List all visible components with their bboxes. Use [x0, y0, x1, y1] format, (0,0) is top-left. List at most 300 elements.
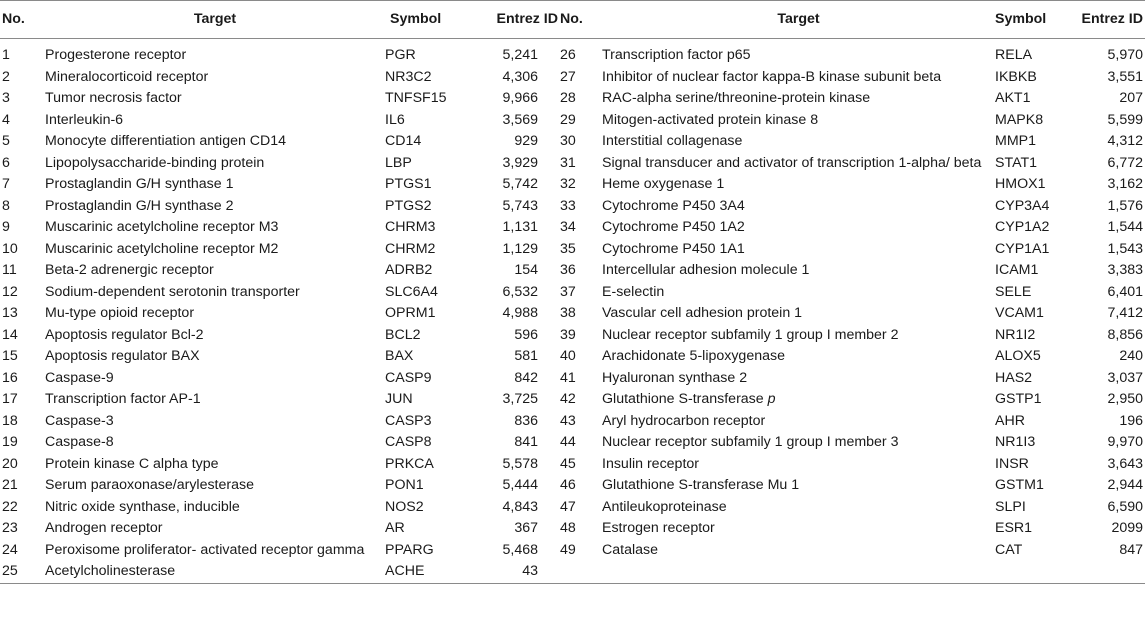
cell-symbol-text: NOS2 — [385, 498, 424, 515]
cell-entrez-id-text: 2,944 — [1107, 477, 1143, 493]
cell-entrez-id-text: 581 — [514, 348, 538, 364]
cell-target — [45, 153, 385, 175]
cell-no — [560, 67, 602, 89]
cell-target — [45, 454, 385, 476]
cell-symbol-text: ALOX5 — [995, 348, 1041, 364]
cell-symbol — [385, 389, 465, 411]
cell-target — [602, 411, 995, 433]
cell-entrez-id — [1066, 67, 1145, 89]
cell-symbol — [995, 540, 1066, 562]
cell-target-text: Transcription factor AP-1 — [45, 391, 201, 407]
cell-symbol — [995, 368, 1066, 390]
cell-no-text: 1 — [2, 47, 10, 63]
cell-symbol-text: SLPI — [995, 498, 1026, 515]
cell-entrez-id-text: 7,412 — [1107, 305, 1143, 321]
cell-no — [0, 561, 45, 583]
cell-target — [45, 174, 385, 196]
cell-no — [560, 88, 602, 110]
header-target: Target — [45, 1, 385, 39]
cell-target — [45, 217, 385, 239]
cell-symbol — [995, 196, 1066, 218]
cell-target-text: Muscarinic acetylcholine receptor M2 — [45, 240, 279, 257]
cell-target-text: Nitric oxide synthase, inducible — [45, 498, 240, 515]
cell-entrez-id-text: 2,950 — [1107, 391, 1143, 407]
table-row — [0, 39, 1145, 67]
cell-entrez-id — [465, 561, 560, 583]
cell-symbol — [385, 174, 465, 196]
table-row — [0, 411, 1145, 433]
cell-no-text: 35 — [560, 240, 576, 257]
cell-symbol-text: AR — [385, 520, 405, 536]
cell-symbol-text: CYP1A1 — [995, 240, 1050, 257]
cell-entrez-id-text: 2099 — [1111, 520, 1143, 536]
cell-no — [0, 217, 45, 239]
cell-target-text: Cytochrome P450 3A4 — [602, 197, 745, 214]
cell-no-text: 13 — [2, 305, 18, 321]
cell-target-text: Insulin receptor — [602, 455, 699, 472]
cell-symbol-text: SELE — [995, 283, 1032, 300]
cell-no-text: 33 — [560, 197, 576, 214]
cell-target-text: Interleukin-6 — [45, 111, 124, 128]
cell-entrez-id-text: 9,970 — [1107, 434, 1143, 450]
cell-no — [0, 540, 45, 562]
cell-entrez-id-text: 596 — [514, 326, 538, 343]
cell-no-text: 31 — [560, 154, 576, 171]
cell-target — [45, 131, 385, 153]
cell-entrez-id-text: 6,401 — [1107, 283, 1143, 300]
cell-no-text: 40 — [560, 348, 576, 364]
cell-target-text: RAC-alpha serine/threonine-protein kinase — [602, 90, 871, 106]
cell-symbol — [385, 260, 465, 282]
cell-no-text: 30 — [560, 133, 576, 149]
cell-no — [560, 110, 602, 132]
cell-no-text: 34 — [560, 219, 576, 235]
table-row — [0, 260, 1145, 282]
cell-entrez-id — [1066, 518, 1145, 540]
cell-no — [0, 497, 45, 519]
cell-symbol — [995, 153, 1066, 175]
cell-no-text: 5 — [2, 133, 10, 149]
cell-entrez-id — [465, 540, 560, 562]
cell-no — [0, 411, 45, 433]
cell-target-text: Androgen receptor — [45, 520, 163, 536]
cell-no-text: 49 — [560, 541, 576, 558]
cell-symbol-text: IKBKB — [995, 68, 1037, 85]
table-row — [0, 454, 1145, 476]
cell-entrez-id — [1066, 454, 1145, 476]
cell-symbol-text: INSR — [995, 455, 1029, 472]
cell-no — [0, 346, 45, 368]
cell-no — [560, 131, 602, 153]
cell-target — [45, 88, 385, 110]
cell-symbol-text: CHRM2 — [385, 240, 436, 257]
cell-symbol — [995, 518, 1066, 540]
cell-target-text: Hyaluronan synthase 2 — [602, 369, 748, 386]
cell-no — [560, 475, 602, 497]
cell-target-text: Acetylcholinesterase — [45, 563, 176, 579]
cell-no — [560, 368, 602, 390]
table-row — [0, 217, 1145, 239]
cell-no-text: 4 — [2, 111, 10, 128]
table-row — [0, 131, 1145, 153]
cell-entrez-id — [465, 368, 560, 390]
table-row — [0, 153, 1145, 175]
cell-entrez-id-text: 3,569 — [502, 111, 538, 128]
cell-target — [45, 561, 385, 583]
cell-entrez-id — [1066, 239, 1145, 261]
cell-symbol-text: OPRM1 — [385, 305, 436, 321]
cell-no — [0, 67, 45, 89]
cell-entrez-id-text: 5,444 — [502, 477, 538, 493]
cell-no — [560, 39, 602, 67]
cell-target — [45, 39, 385, 67]
cell-target — [602, 260, 995, 282]
cell-symbol — [385, 497, 465, 519]
cell-symbol — [995, 260, 1066, 282]
cell-symbol-text: PON1 — [385, 477, 424, 493]
cell-no — [0, 325, 45, 347]
cell-symbol — [995, 303, 1066, 325]
cell-target-text: Inhibitor of nuclear factor kappa-B kinase subunit beta — [602, 68, 942, 85]
cell-target — [602, 153, 995, 175]
cell-target-text: Caspase-9 — [45, 369, 114, 386]
cell-target — [602, 518, 995, 540]
cell-symbol-text: BCL2 — [385, 326, 421, 343]
cell-target — [45, 325, 385, 347]
cell-no — [560, 518, 602, 540]
cell-entrez-id — [465, 131, 560, 153]
cell-no-text: 41 — [560, 369, 576, 386]
cell-target-text: Aryl hydrocarbon receptor — [602, 412, 766, 429]
cell-target — [602, 454, 995, 476]
cell-target — [45, 411, 385, 433]
cell-entrez-id — [465, 153, 560, 175]
cell-entrez-id-text: 1,131 — [502, 219, 538, 235]
cell-target — [602, 174, 995, 196]
cell-no-text: 8 — [2, 197, 10, 214]
cell-target — [45, 110, 385, 132]
cell-entrez-id-text: 3,643 — [1107, 455, 1143, 472]
cell-symbol — [995, 325, 1066, 347]
cell-target — [45, 239, 385, 261]
cell-target — [45, 432, 385, 454]
cell-symbol — [385, 303, 465, 325]
cell-target-text: Lipopolysaccharide-binding protein — [45, 154, 265, 171]
cell-target-text: Prostaglandin G/H synthase 2 — [45, 197, 234, 214]
cell-no — [560, 432, 602, 454]
cell-target-text: Mu-type opioid receptor — [45, 305, 195, 321]
cell-no — [0, 454, 45, 476]
cell-symbol — [995, 475, 1066, 497]
cell-no-text: 24 — [2, 541, 18, 558]
cell-no — [560, 303, 602, 325]
cell-symbol-text: NR1I2 — [995, 326, 1036, 343]
cell-target-text: Intercellular adhesion molecule 1 — [602, 262, 810, 278]
header-entrez-id: Entrez ID — [465, 1, 560, 39]
cell-symbol — [995, 131, 1066, 153]
cell-entrez-id-text: 6,532 — [502, 283, 538, 300]
cell-entrez-id — [465, 174, 560, 196]
cell-symbol — [995, 67, 1066, 89]
cell-target-text: Antileukoproteinase — [602, 498, 727, 515]
cell-entrez-id — [1066, 196, 1145, 218]
cell-symbol — [385, 454, 465, 476]
cell-target-text: Sodium-dependent serotonin transporter — [45, 283, 300, 300]
cell-no-text: 9 — [2, 219, 10, 235]
header-row — [0, 1, 1145, 39]
cell-symbol-text: VCAM1 — [995, 305, 1044, 321]
cell-symbol — [995, 174, 1066, 196]
cell-entrez-id-text: 5,599 — [1107, 111, 1143, 128]
cell-no-text: 18 — [2, 412, 18, 429]
cell-no — [0, 518, 45, 540]
cell-symbol-text: PRKCA — [385, 455, 434, 472]
cell-no — [0, 368, 45, 390]
cell-symbol — [995, 282, 1066, 304]
cell-no — [0, 475, 45, 497]
cell-entrez-id-text: 929 — [514, 133, 538, 149]
cell-entrez-id — [1066, 346, 1145, 368]
cell-target-text: Signal transducer and activator of transcription 1-alpha/ beta — [602, 154, 982, 171]
cell-no-text: 38 — [560, 305, 576, 321]
cell-target-text: Nuclear receptor subfamily 1 group I member 2 — [602, 326, 899, 343]
cell-symbol — [995, 346, 1066, 368]
cell-symbol-text: MAPK8 — [995, 111, 1044, 128]
table-row — [0, 475, 1145, 497]
cell-symbol-text: CHRM3 — [385, 219, 436, 235]
cell-no — [0, 303, 45, 325]
cell-entrez-id-text: 196 — [1119, 412, 1143, 429]
cell-target-text: Catalase — [602, 541, 658, 558]
cell-entrez-id-text: 3,929 — [502, 154, 538, 171]
cell-entrez-id — [465, 88, 560, 110]
table-row — [0, 325, 1145, 347]
cell-no-text: 19 — [2, 434, 18, 450]
cell-no-text: 25 — [2, 563, 18, 579]
cell-entrez-id — [465, 260, 560, 282]
cell-no-text: 7 — [2, 176, 10, 192]
cell-target-text: Arachidonate 5-lipoxygenase — [602, 348, 785, 364]
cell-no-text: 32 — [560, 176, 576, 192]
cell-symbol — [385, 110, 465, 132]
cell-no-text: 28 — [560, 90, 576, 106]
cell-target-text: Glutathione S-transferase — [602, 391, 764, 407]
cell-no-text: 48 — [560, 520, 576, 536]
cell-symbol-text: LBP — [385, 154, 412, 171]
cell-no — [560, 217, 602, 239]
cell-symbol-text: BAX — [385, 348, 414, 364]
cell-symbol-text: CD14 — [385, 133, 422, 149]
cell-symbol — [995, 88, 1066, 110]
cell-symbol — [995, 561, 1066, 583]
cell-entrez-id — [1066, 368, 1145, 390]
cell-target-text: Peroxisome proliferator- activated receptor gamma — [45, 541, 365, 558]
cell-symbol-text: RELA — [995, 47, 1033, 63]
cell-no — [0, 131, 45, 153]
cell-no-text: 20 — [2, 455, 18, 472]
cell-no — [560, 196, 602, 218]
cell-no — [0, 432, 45, 454]
table-body — [0, 39, 1145, 584]
cell-entrez-id — [465, 454, 560, 476]
cell-symbol — [385, 67, 465, 89]
cell-target — [602, 196, 995, 218]
cell-symbol — [385, 282, 465, 304]
cell-entrez-id-text: 4,988 — [502, 305, 538, 321]
cell-symbol-text: GSTP1 — [995, 391, 1042, 407]
cell-symbol — [385, 153, 465, 175]
cell-no — [560, 260, 602, 282]
cell-symbol — [385, 325, 465, 347]
cell-target-text: Tumor necrosis factor — [45, 90, 182, 106]
cell-symbol — [995, 432, 1066, 454]
cell-target — [602, 303, 995, 325]
cell-target — [45, 346, 385, 368]
cell-target — [45, 67, 385, 89]
cell-target-text: Estrogen receptor — [602, 520, 715, 536]
cell-symbol-text: MMP1 — [995, 133, 1036, 149]
cell-no — [0, 110, 45, 132]
cell-entrez-id — [465, 432, 560, 454]
table-row — [0, 518, 1145, 540]
cell-entrez-id-text: 836 — [514, 412, 538, 429]
cell-symbol-text: NR1I3 — [995, 434, 1036, 450]
cell-symbol-text: PTGS1 — [385, 176, 432, 192]
cell-symbol — [995, 239, 1066, 261]
header-symbol: Symbol — [385, 1, 465, 39]
cell-entrez-id — [1066, 217, 1145, 239]
cell-symbol — [995, 497, 1066, 519]
cell-symbol — [385, 196, 465, 218]
cell-no — [0, 260, 45, 282]
cell-entrez-id — [465, 411, 560, 433]
cell-symbol — [385, 540, 465, 562]
cell-no-text: 6 — [2, 154, 10, 171]
cell-entrez-id-text: 4,312 — [1107, 133, 1143, 149]
table-row — [0, 432, 1145, 454]
cell-no — [0, 196, 45, 218]
cell-symbol — [385, 475, 465, 497]
cell-target — [602, 346, 995, 368]
cell-symbol — [995, 389, 1066, 411]
cell-entrez-id — [1066, 540, 1145, 562]
cell-no-text: 39 — [560, 326, 576, 343]
cell-symbol-text: PGR — [385, 47, 416, 63]
cell-target — [602, 389, 995, 411]
cell-no — [560, 411, 602, 433]
cell-no — [0, 239, 45, 261]
cell-entrez-id-text: 847 — [1119, 541, 1143, 558]
header-no: No. — [560, 1, 602, 39]
cell-symbol-text: CASP8 — [385, 434, 432, 450]
cell-target — [602, 39, 995, 67]
cell-symbol — [385, 346, 465, 368]
cell-symbol-text: GSTM1 — [995, 477, 1044, 493]
cell-target — [45, 497, 385, 519]
cell-no-text: 23 — [2, 520, 18, 536]
cell-entrez-id — [1066, 153, 1145, 175]
cell-entrez-id-text: 4,843 — [502, 498, 538, 515]
cell-entrez-id-text: 1,543 — [1107, 240, 1143, 257]
cell-symbol — [385, 411, 465, 433]
cell-entrez-id-text: 1,576 — [1107, 197, 1143, 214]
cell-entrez-id-text: 4,306 — [502, 68, 538, 85]
cell-no — [0, 389, 45, 411]
cell-target — [602, 368, 995, 390]
cell-entrez-id-text: 43 — [522, 563, 538, 579]
cell-entrez-id — [1066, 475, 1145, 497]
header-entrez-id: Entrez ID — [1066, 1, 1145, 39]
cell-no-text: 2 — [2, 68, 10, 85]
cell-symbol-text: HMOX1 — [995, 176, 1046, 192]
cell-no-text: 37 — [560, 283, 576, 300]
cell-entrez-id — [1066, 432, 1145, 454]
cell-symbol-text: CASP9 — [385, 369, 432, 386]
cell-no-text: 22 — [2, 498, 18, 515]
cell-entrez-id-text: 3,551 — [1107, 68, 1143, 85]
cell-entrez-id — [465, 67, 560, 89]
cell-entrez-id-text: 367 — [514, 520, 538, 536]
cell-no — [560, 561, 602, 583]
cell-no — [560, 153, 602, 175]
cell-no — [560, 497, 602, 519]
cell-no — [0, 174, 45, 196]
cell-symbol-text: AHR — [995, 412, 1025, 429]
cell-no-text: 3 — [2, 90, 10, 106]
cell-entrez-id-text: 5,468 — [502, 541, 538, 558]
cell-symbol-text: TNFSF15 — [385, 90, 447, 106]
cell-entrez-id — [465, 497, 560, 519]
cell-symbol-text: SLC6A4 — [385, 283, 438, 300]
cell-target-text: Muscarinic acetylcholine receptor M3 — [45, 219, 279, 235]
cell-target — [45, 303, 385, 325]
cell-symbol — [385, 239, 465, 261]
table-row — [0, 196, 1145, 218]
cell-entrez-id — [465, 239, 560, 261]
cell-entrez-id-text: 842 — [514, 369, 538, 386]
table-row — [0, 540, 1145, 562]
cell-symbol — [385, 217, 465, 239]
cell-no-text: 27 — [560, 68, 576, 85]
cell-entrez-id — [465, 282, 560, 304]
cell-entrez-id — [465, 217, 560, 239]
cell-no-text: 11 — [2, 262, 17, 278]
cell-no — [0, 282, 45, 304]
cell-target-text: Vascular cell adhesion protein 1 — [602, 305, 803, 321]
cell-target-text: Interstitial collagenase — [602, 133, 743, 149]
cell-target-text: Serum paraoxonase/arylesterase — [45, 477, 254, 493]
cell-no — [560, 325, 602, 347]
cell-target — [45, 196, 385, 218]
cell-target-text: Apoptosis regulator Bcl-2 — [45, 326, 204, 343]
cell-symbol-text: PTGS2 — [385, 197, 432, 214]
cell-entrez-id-text: 1,129 — [502, 240, 538, 257]
cell-entrez-id-text: 3,037 — [1107, 369, 1143, 386]
cell-symbol-text: ICAM1 — [995, 262, 1039, 278]
cell-no — [560, 239, 602, 261]
header-target: Target — [602, 1, 995, 39]
cell-symbol-text: JUN — [385, 391, 413, 407]
cell-entrez-id — [1066, 110, 1145, 132]
cell-entrez-id — [1066, 411, 1145, 433]
cell-symbol-text: CASP3 — [385, 412, 432, 429]
cell-entrez-id — [465, 110, 560, 132]
cell-symbol-text: IL6 — [385, 111, 405, 128]
cell-target-text: Transcription factor p65 — [602, 47, 751, 63]
cell-entrez-id-text: 6,590 — [1107, 498, 1143, 515]
cell-target — [602, 497, 995, 519]
cell-no-text: 12 — [2, 283, 18, 300]
